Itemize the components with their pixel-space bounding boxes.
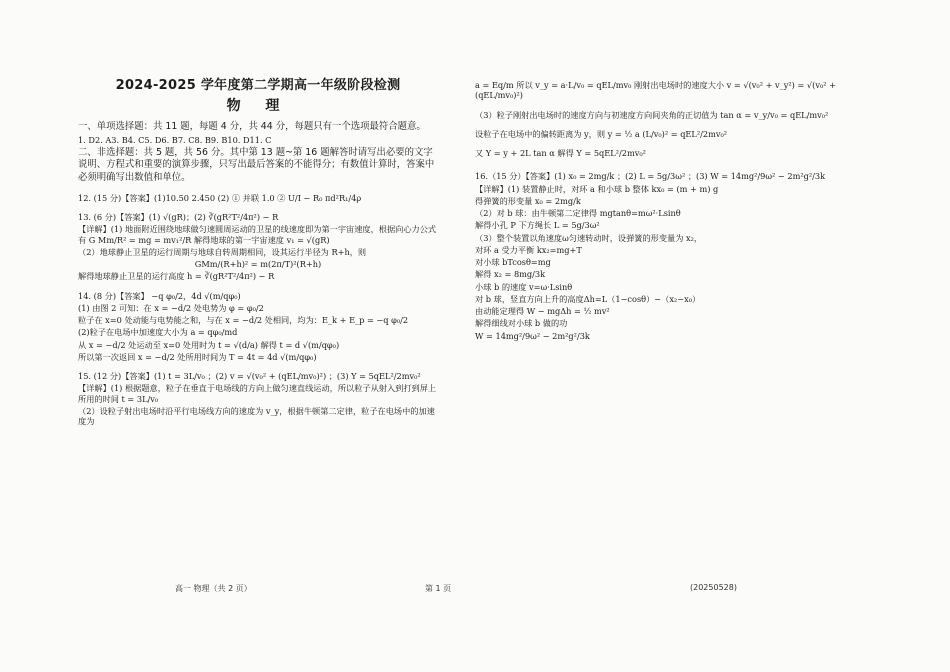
q16-detail-12: 解得细线对小球 b 做的功	[475, 318, 568, 329]
right-column	[475, 78, 870, 343]
q15-detail-6: 又 Y = y + 2L tan α 解得 Y = 5qEL²/2mv₀²	[475, 148, 646, 158]
q16-detail-8: 解得 x₂ = 8mg/3k	[475, 269, 546, 280]
q13-detail-2: （2）地球静止卫星的运行周期与地球自转周期相同，设其运行半径为 R+h，则	[78, 246, 367, 257]
section-1-heading: 一、单项选择题：共 11 题，每题 4 分，共 44 分，每题只有一个选项最符合题意。	[78, 120, 426, 132]
q15-detail-1: 【详解】(1) 根据题意，粒子在垂直于电场线的方向上做匀速直线运动，所以粒子从射入到打到屏上所用的时间 t = 3L/v₀	[78, 383, 437, 404]
q14-answer: 14. (8 分)【答案】 −q φ₀/2，4d √(m/qφ₀)	[78, 290, 241, 301]
q16-detail-11: 由动能定理得 W − mgΔh = ½ mv²	[475, 306, 610, 316]
footer-left: 高一 物理（共 2 页）	[175, 584, 252, 593]
q13-equation: GMm/(R+h)² = m(2π/T)²(R+h)	[194, 259, 322, 270]
q16-detail-9: 小球 b 的速度 v=ω·Lsinθ	[475, 281, 573, 292]
q14-detail-5: 所以第一次返回 x = −d/2 处所用时间为 T = 4t = 4d √(m/qφ₀)	[78, 351, 317, 362]
q16-detail-10: 对 b 球，竖直方向上升的高度Δh=L（1−cosθ）−（x₂−x₀）	[475, 293, 701, 304]
q14-detail-2: 粒子在 x=0 处动能与电势能之和，与在 x = −d/2 处相同，均为：E_k + E_p = −q φ₀/2	[78, 315, 409, 326]
q12-answer: 12. (15 分)【答案】(1)10.50 2.450 (2) ① 并联 1.0 ② U/I − R₀ πd²R₁/4ρ	[78, 192, 362, 203]
q16-detail-6: 对环 a 受力平衡 kx₂=mg+T	[475, 244, 582, 255]
q13-detail-1: 【详解】(1) 地面附近围绕地球做匀速圆周运动的卫星的线速度即为第一宇宙速度，根据向心力公式有 G Mm/R² = mg = mv₁²/R 解得地球的第一宇宙速度 v₁ = √(gR)	[78, 224, 437, 245]
q16-detail-2: 得弹簧的形变量 x₀ = 2mg/k	[475, 195, 581, 206]
subject-heading: 物 理	[226, 98, 290, 115]
q13-answer: 13. (6 分)【答案】(1) √(gR)；(2) ∛(gR²T²/4π²) − R	[78, 212, 279, 223]
q15-detail-2: （2）设粒子射出电场时沿平行电场线方向的速度为 v_y，根据牛顿第二定律，粒子在电场中的加速度为	[78, 405, 435, 427]
q16-detail-5: （3）整个装置以角速度ω匀速转动时，设弹簧的形变量为 x₂，	[475, 232, 703, 243]
q15-detail-3: a = Eq/m 所以 v_y = a·L/v₀ = qEL/mv₀ 刚射出电场时的速度大小 v = √(v₀² + v_y²) = √(v₀² + (qEL/mv₀)²)	[475, 80, 836, 101]
footer-page-number: 第 1 页	[425, 584, 452, 593]
left-column	[78, 78, 438, 428]
q14-detail-1: (1) 由图 2 可知：在 x = −d/2 处电势为 φ = φ₀/2	[78, 302, 264, 313]
section-2-heading: 二、非选择题：共 5 题，共 56 分。其中第 13 题~第 16 题解答时请写出必要的文字说明、方程式和重要的演算步骤，只写出最后答案的不能得分；有数值计算时，答案中必须明确写出数值和单位。	[78, 147, 435, 183]
q16-detail-7: 对小球 bTcosθ=mg	[475, 257, 551, 267]
q15-detail-4: （3）粒子刚射出电场时的速度方向与初速度方向间夹角的正切值为 tan α = v_y/v₀ = qEL/mv₀²	[475, 109, 829, 120]
q14-detail-3: (2)粒子在电场中加速度大小为 a = qφ₀/md	[78, 327, 238, 338]
q13-result: 解得地球静止卫星的运行高度 h = ∛(gR²T²/4π²) − R	[78, 271, 275, 282]
q15-detail-5: 设粒子在电场中的偏转距离为 y，则 y = ½ a (L/v₀)² = qEL²/2mv₀²	[475, 128, 728, 139]
q16-detail-13: W = 14mg²/9ω² − 2m²g²/3k	[475, 330, 590, 341]
q16-detail-1: 【详解】(1) 装置静止时，对环 a 和小球 b 整体 kx₀ = (m + m) g	[475, 183, 719, 194]
q16-answer: 16.（15 分）【答案】(1) x₀ = 2mg/k ；(2) L = 5g/3ω² ；(3) W = 14mg²/9ω² − 2m²g²/3k	[475, 171, 826, 182]
q16-detail-4: 解得小孔 P 下方绳长 L = 5g/3ω²	[475, 220, 600, 231]
choice-answers: 1. D2. A3. B4. C5. D6. B7. C8. B9. B10. D11. C	[78, 134, 272, 145]
exam-title: 2024-2025 学年度第二学期高一年级阶段检测	[115, 78, 401, 93]
q16-detail-3: （2）对 b 球：由牛顿第二定律得 mgtanθ=mω²·Lsinθ	[475, 208, 681, 218]
footer-code: (20250528)	[690, 583, 737, 592]
q15-answer: 15. (12 分)【答案】(1) t = 3L/v₀ ；(2) v = √(v₀² + (qEL/mv₀)²) ；(3) Y = 5qEL²/2mv₀²	[78, 371, 421, 382]
q14-detail-4: 从 x = −d/2 处运动至 x=0 处用时为 t = √(d/a) 解得 t = d √(m/qφ₀)	[78, 339, 340, 350]
